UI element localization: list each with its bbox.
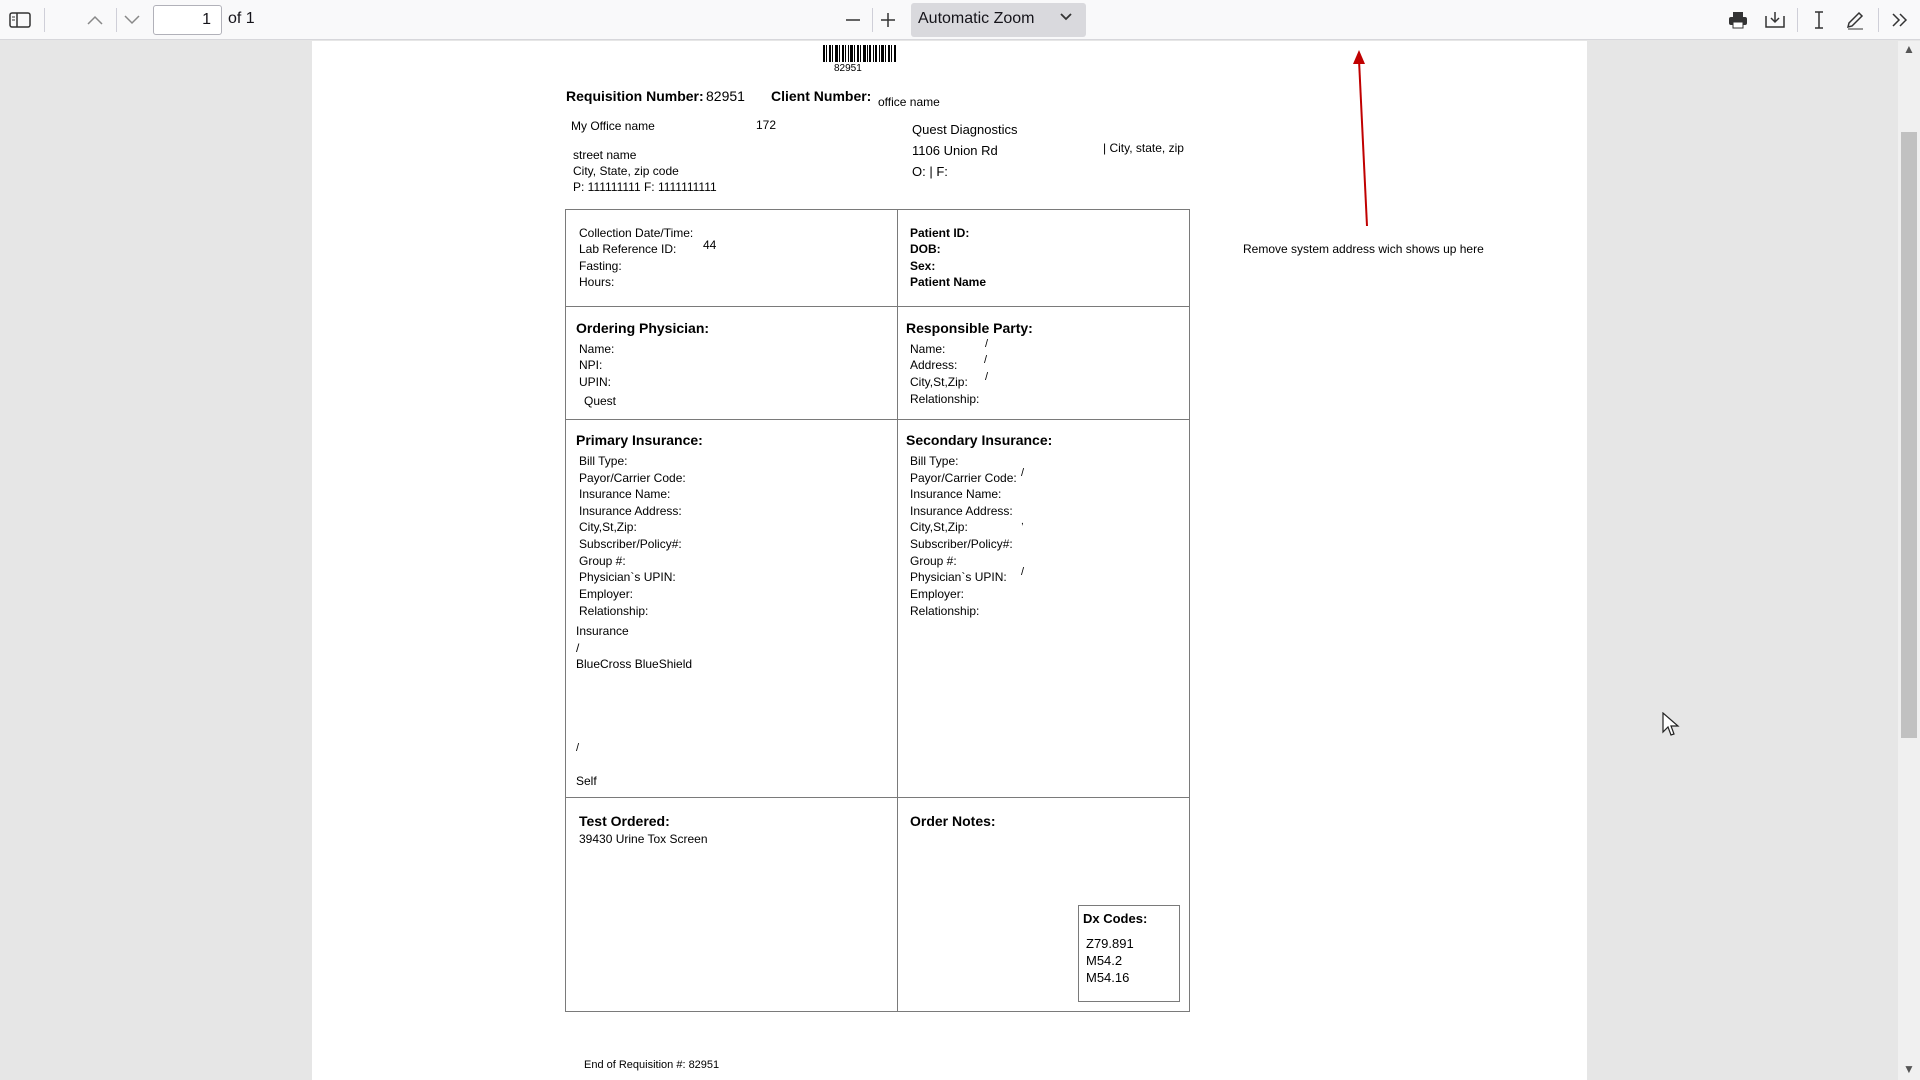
- primary-extra: Insurance: [576, 624, 629, 638]
- responsible-relationship-label: Relationship:: [910, 392, 980, 406]
- next-page-icon[interactable]: [118, 6, 146, 34]
- primary-label: Employer:: [579, 587, 634, 601]
- secondary-label: Bill Type:: [910, 454, 959, 468]
- primary-relationship: Self: [576, 774, 597, 788]
- physician-npi-label: NPI:: [579, 358, 603, 372]
- secondary-label: Relationship:: [910, 604, 980, 618]
- physician-upin-label: UPIN:: [579, 375, 612, 389]
- lab-name: Quest Diagnostics: [912, 122, 1018, 137]
- chevron-down-icon: [1058, 8, 1074, 29]
- client-label: Client Number:: [771, 88, 872, 104]
- office-name: My Office name: [571, 119, 655, 133]
- zoom-select-value: Automatic Zoom: [918, 10, 1035, 27]
- secondary-value: /: [1021, 467, 1025, 479]
- download-icon[interactable]: [1761, 6, 1789, 34]
- secondary-label: Insurance Address:: [910, 504, 1013, 518]
- responsible-name-label: Name:: [910, 342, 946, 356]
- office-city: City, State, zip code: [573, 164, 679, 178]
- annotation-note: Remove system address wich shows up here: [1243, 242, 1484, 256]
- draw-pen-icon[interactable]: [1841, 6, 1869, 34]
- ordering-physician-title: Ordering Physician:: [576, 320, 710, 336]
- primary-extra: /: [576, 742, 580, 754]
- fasting-label: Fasting:: [579, 259, 622, 273]
- print-icon[interactable]: [1724, 6, 1752, 34]
- client-number: office name: [878, 95, 940, 109]
- physician-name-label: Name:: [579, 342, 615, 356]
- primary-label: Subscriber/Policy#:: [579, 537, 682, 551]
- requisition-footer: End of Requisition #: 82951: [584, 1059, 720, 1071]
- requisition-label: Requisition Number:: [566, 88, 704, 104]
- responsible-address-label: Address:: [910, 358, 958, 372]
- office-phone: P: 111111111 F: 1111111111: [573, 180, 717, 194]
- secondary-label: Insurance Name:: [910, 487, 1002, 501]
- scrollbar-thumb[interactable]: [1901, 132, 1917, 738]
- primary-label: Bill Type:: [579, 454, 628, 468]
- secondary-label: Physician`s UPIN:: [910, 570, 1007, 584]
- primary-insurance-title: Primary Insurance:: [576, 432, 703, 448]
- primary-label: Group #:: [579, 554, 626, 568]
- collection-date-label: Collection Date/Time:: [579, 226, 694, 240]
- mouse-cursor-icon: [1662, 712, 1680, 738]
- lab-reference-label: Lab Reference ID:: [579, 242, 677, 256]
- primary-label: Physician`s UPIN:: [579, 570, 676, 584]
- dx-code: Z79.891: [1086, 936, 1134, 951]
- primary-label: Insurance Address:: [579, 504, 682, 518]
- secondary-label: Group #:: [910, 554, 957, 568]
- dx-code: M54.2: [1086, 953, 1123, 968]
- annotation-arrow: [1345, 48, 1375, 230]
- responsible-city-label: City,St,Zip:: [910, 375, 968, 389]
- sex-label: Sex:: [910, 259, 936, 273]
- text-tool-icon[interactable]: [1805, 6, 1833, 34]
- hours-label: Hours:: [579, 275, 615, 289]
- secondary-label: City,St,Zip:: [910, 520, 968, 534]
- secondary-value: ,: [1021, 516, 1024, 527]
- responsible-address-value: /: [984, 354, 988, 366]
- pdf-toolbar: [0, 0, 1920, 40]
- zoom-in-icon[interactable]: [874, 6, 902, 34]
- requisition-number: 82951: [706, 88, 745, 104]
- patient-name-label: Patient Name: [910, 275, 987, 289]
- lab-reference-value: 44: [703, 238, 717, 252]
- secondary-insurance-title: Secondary Insurance:: [906, 432, 1053, 448]
- dx-codes-title: Dx Codes:: [1083, 911, 1148, 926]
- sidebar-toggle-icon[interactable]: [6, 6, 34, 34]
- secondary-label: Subscriber/Policy#:: [910, 537, 1013, 551]
- primary-label: City,St,Zip:: [579, 520, 637, 534]
- dx-code: M54.16: [1086, 970, 1130, 985]
- physician-lab: Quest: [584, 394, 617, 408]
- responsible-party-title: Responsible Party:: [906, 320, 1033, 336]
- primary-label: Payor/Carrier Code:: [579, 471, 686, 485]
- test-ordered-title: Test Ordered:: [579, 813, 670, 829]
- secondary-value: /: [1021, 566, 1025, 578]
- primary-insurance-name: BlueCross BlueShield: [576, 657, 693, 671]
- barcode-number: 82951: [834, 63, 862, 74]
- test-ordered-value: 39430 Urine Tox Screen: [579, 832, 708, 846]
- order-notes-title: Order Notes:: [910, 813, 996, 829]
- primary-extra: /: [576, 641, 580, 655]
- page-count: of 1: [228, 10, 255, 27]
- previous-page-icon[interactable]: [81, 6, 109, 34]
- lab-city: | City, state, zip: [1103, 141, 1184, 155]
- office-street: street name: [573, 148, 637, 162]
- dob-label: DOB:: [910, 242, 941, 256]
- responsible-city-value: /: [985, 371, 989, 383]
- more-tools-icon[interactable]: [1886, 6, 1914, 34]
- scroll-up-icon[interactable]: ▲: [1903, 42, 1915, 56]
- zoom-out-icon[interactable]: [839, 6, 867, 34]
- lab-phone: O: | F:: [912, 164, 948, 179]
- primary-label: Relationship:: [579, 604, 649, 618]
- page-number-input[interactable]: 1: [153, 5, 222, 35]
- patient-id-label: Patient ID:: [910, 226, 970, 240]
- secondary-label: Payor/Carrier Code:: [910, 471, 1017, 485]
- scroll-down-icon[interactable]: ▼: [1903, 1062, 1915, 1076]
- lab-street: 1106 Union Rd: [912, 143, 998, 158]
- office-code: 172: [756, 118, 777, 132]
- secondary-label: Employer:: [910, 587, 965, 601]
- primary-label: Insurance Name:: [579, 487, 671, 501]
- responsible-name-value: /: [985, 338, 989, 350]
- barcode-image: [823, 45, 897, 62]
